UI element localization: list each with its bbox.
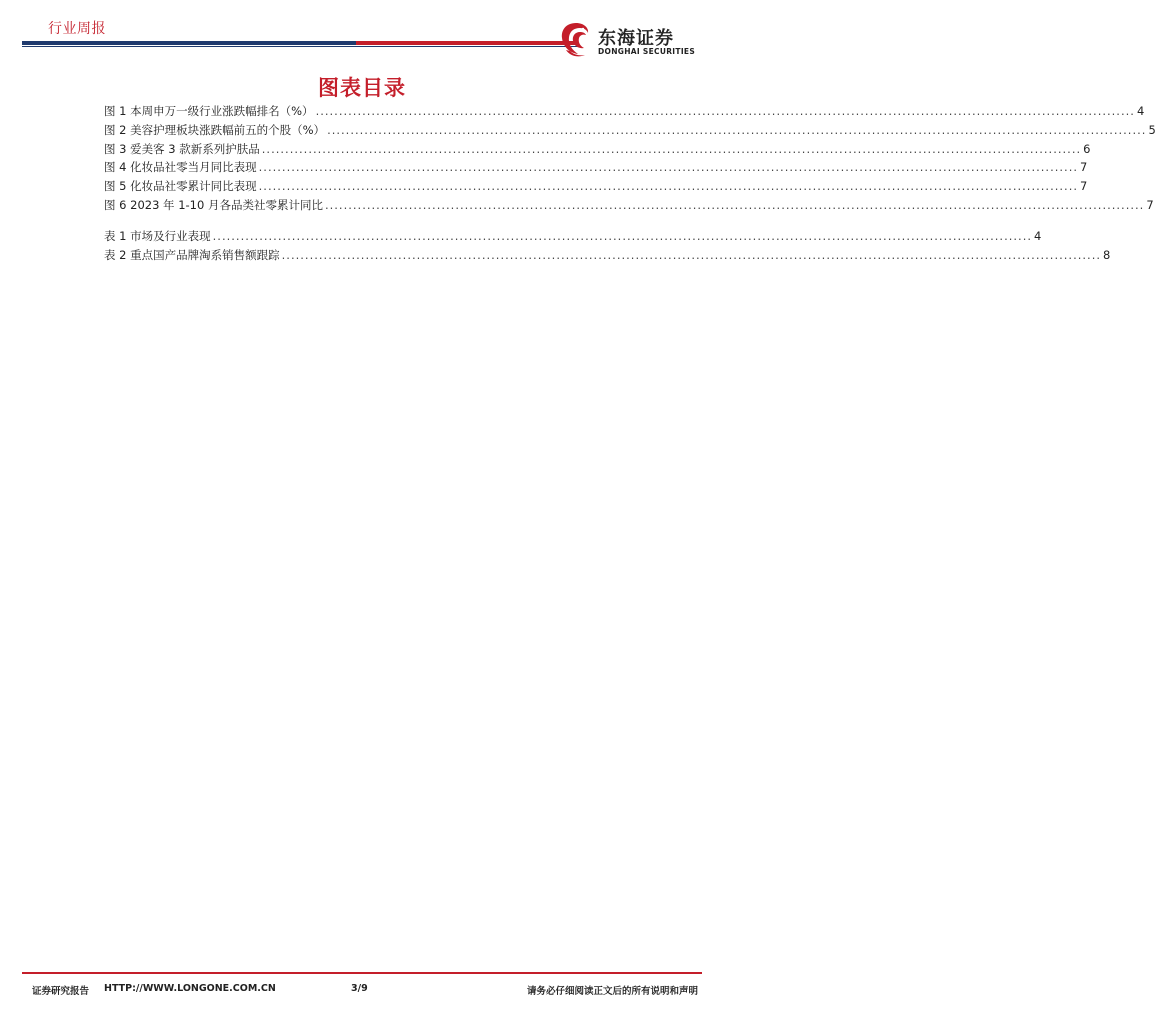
toc-entry-label: 图 1 本周申万一级行业涨跌幅排名（%） [104,104,314,118]
toc-entry-page: 5 [1148,122,1156,137]
dragon-logo-icon [558,20,594,60]
footer-disclaimer: 请务必仔细阅读正文后的所有说明和声明 [526,986,698,997]
footer-page-number: 3/9 [351,983,368,994]
toc-entry-page: 7 [1080,179,1088,194]
footer-website-link[interactable]: HTTP://WWW.LONGONE.COM.CN [104,983,276,994]
toc-entry-figure-5[interactable] [104,177,1088,196]
logo-chinese-name: 东海证券 [598,28,674,49]
toc-entry-page: 4 [1136,104,1145,118]
toc-entry-figure-4[interactable] [104,158,1088,177]
toc-entry-table-1[interactable] [104,227,1042,246]
toc-leader-dots: ................................................................................................................................................................................ [327,122,1147,137]
toc-entry-label: 图 5 化妆品社零累计同比表现 [104,179,257,194]
toc-leader-dots: ................................................................................................................................................................................ [315,104,1135,118]
toc-entry-label: 表 2 重点国产品牌淘系销售额跟踪 [104,247,280,262]
header-rule-blue [22,41,356,45]
donghai-logo [558,20,718,60]
toc-entry-page: 4 [1034,228,1042,243]
report-type-title: 行业周报 [48,21,106,37]
toc-leader-dots: ................................................................................................................................................................................ [281,247,1102,262]
toc-entry-page: 6 [1083,141,1091,156]
toc-leader-dots: ................................................................................................................................................................................ [258,160,1079,175]
toc-entry-label: 图 3 爱美客 3 款新系列护肤品 [104,141,260,156]
toc-leader-dots: ................................................................................................................................................................................ [261,141,1082,156]
toc-section-gap [104,215,622,227]
toc-entry-figure-3[interactable] [104,140,1091,159]
toc-entry-table-2[interactable] [104,246,1111,265]
logo-english-name: DONGHAI SECURITIES [598,47,696,56]
toc-leader-dots: ................................................................................................................................................................................ [258,179,1079,194]
toc-title: 图表目录 [318,76,406,100]
header-rule-thin [22,46,578,47]
footer-rule [22,972,702,974]
toc-entry-figure-1[interactable] [104,102,1145,121]
toc-entry-label: 图 2 美容护理板块涨跌幅前五的个股（%） [104,122,326,137]
toc-entry-figure-6[interactable] [104,196,1154,215]
footer-report-label: 证券研究报告 [32,986,90,997]
toc-leader-dots: ................................................................................................................................................................................ [324,197,1145,212]
header-rule-red [356,41,578,45]
toc-entry-label: 图 6 2023 年 1-10 月各品类社零累计同比 [104,197,323,212]
toc-list [104,102,1156,264]
toc-entry-label: 图 4 化妆品社零当月同比表现 [104,160,257,175]
toc-entry-label: 表 1 市场及行业表现 [104,228,211,243]
toc-entry-figure-2[interactable] [104,121,1156,140]
toc-entry-page: 7 [1080,160,1088,175]
toc-entry-page: 8 [1103,247,1111,262]
toc-leader-dots: ................................................................................................................................................................................ [212,228,1033,243]
toc-entry-page: 7 [1146,197,1154,212]
